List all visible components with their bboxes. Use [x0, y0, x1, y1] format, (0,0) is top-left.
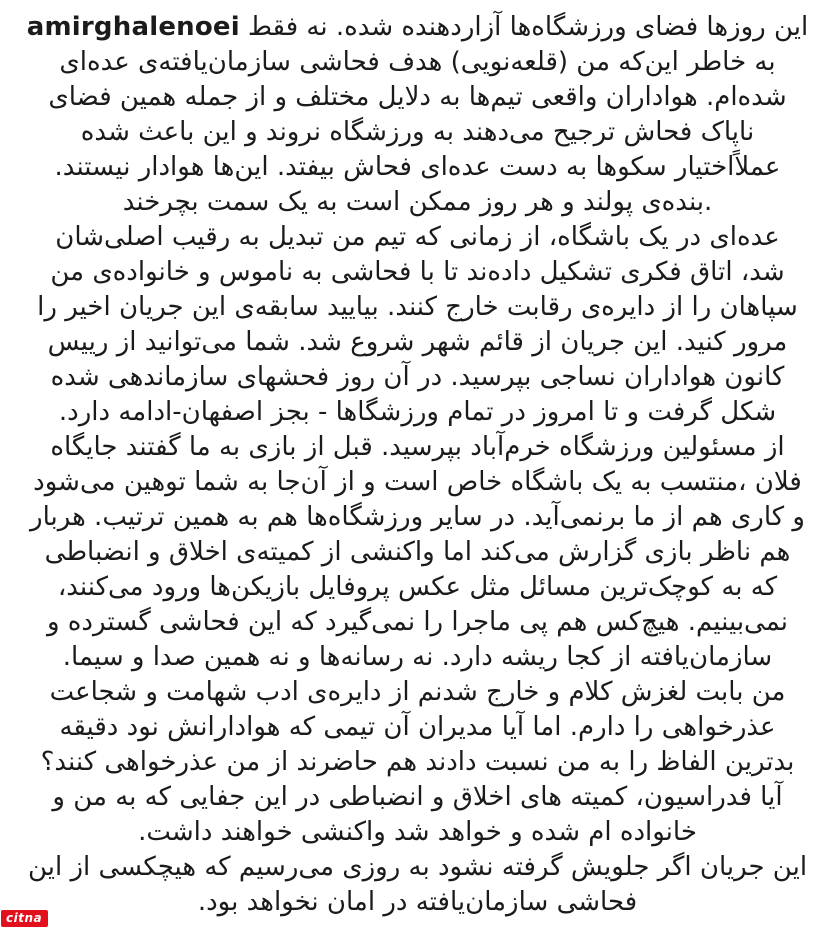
caption-line: شکل گرفت و تا امروز در تمام ورزشگاها - بجز اصفهان-ادامه دارد.: [58, 397, 777, 427]
caption-line: عملاًاختیار سکوها به دست عده‌ای فحاش بیفتد. این‌ها هوادار نیستند.: [54, 152, 781, 182]
caption-line: فلان ،منتسب به یک باشگاه خاص است و از آن‌جا به شما توهین می‌شود: [33, 467, 802, 497]
caption-line: [16, 10, 819, 45]
caption-line: سپاهان را از دایره‌ی رقابت خارج کنند. بیایید سابقه‌ی این جریان اخیر را: [37, 292, 798, 322]
caption-line: ناپاک فحاش ترجیح می‌دهند به ورزشگاه نروند و این باعث شده: [80, 117, 755, 147]
caption-line: آیا فدراسیون، کمیته های اخلاق و انضباطی در این جفایی که به من و: [52, 782, 783, 812]
caption-line: و کاری هم از ما برنمی‌آید. در سایر ورزشگاه‌ها هم به همین ترتیب. هربار: [30, 502, 805, 532]
caption-line-text: این روزها فضای ورزشگاه‌ها آزاردهنده شده. نه فقط: [247, 12, 809, 42]
caption-line: نمی‌بینیم. هیچ‌کس هم پی ماجرا را نمی‌گیرد که این فحاشی گسترده و: [46, 607, 788, 637]
caption-line: بدترین الفاظ را به من نسبت دادند هم حاضرند از من عذرخواهی کنند؟: [40, 747, 795, 777]
caption-line: به خاطر این‌که من (قلعه‌نویی) هدف فحاشی سازمان‌یافته‌ی عده‌ای: [59, 47, 776, 77]
caption-line: .بنده‌ی پولند و هر روز ممکن است به یک سمت بچرخند: [122, 187, 713, 217]
caption-line: من بابت لغزش کلام و خارج شدنم از دایره‌ی ادب شهامت و شجاعت: [49, 677, 786, 707]
caption-line: عده‌ای در یک باشگاه، از زمانی که تیم من تبدیل به رقیب اصلی‌شان: [55, 222, 780, 252]
caption-line: از مسئولین ورزشگاه خرم‌آباد بپرسید. قبل از بازی به ما گفتند جایگاه: [50, 432, 785, 462]
caption-line: مرور کنید. این جریان از قائم شهر شروع شد. شما می‌توانید از رییس: [47, 327, 788, 357]
caption-line: عذرخواهی را دارم. اما آیا مدیران آن تیمی که هوادارانش نود دقیقه: [59, 712, 776, 742]
caption-line: هم ناظر بازی گزارش می‌کند اما واکنشی از کمیته‌ی اخلاق و انضباطی: [44, 537, 791, 567]
citna-logo: citna: [1, 910, 48, 927]
caption-line: سازمان‌یافته از کجا ریشه دارد. نه رسانه‌ها و نه همین صدا و سیما.: [62, 642, 773, 672]
caption-line: کانون هواداران نساجی بپرسید. در آن روز فحشهای سازماندهی شده: [50, 362, 785, 392]
caption-line: این جریان اگر جلویش گرفته نشود به روزی می‌رسیم که هیچکسی از این: [27, 852, 808, 882]
caption-line: خانواده ام شده و خواهد شد واکنشی خواهند داشت.: [138, 817, 697, 847]
caption-line: که به کوچک‌ترین مسائل مثل عکس پروفایل بازیکن‌ها ورود می‌کنند،: [57, 572, 778, 602]
caption-line: شد، اتاق فکری تشکیل داده‌ند تا با فحاشی به ناموس و خانواده‌ی من: [50, 257, 785, 287]
username: amirghalenoei: [26, 12, 240, 42]
caption-line: فحاشی سازمان‌یافته در امان نخواهد بود.: [197, 887, 638, 917]
caption-line: شده‌ام. هواداران واقعی تیم‌ها به دلایل مختلف و از جمله همین فضای: [48, 82, 787, 112]
